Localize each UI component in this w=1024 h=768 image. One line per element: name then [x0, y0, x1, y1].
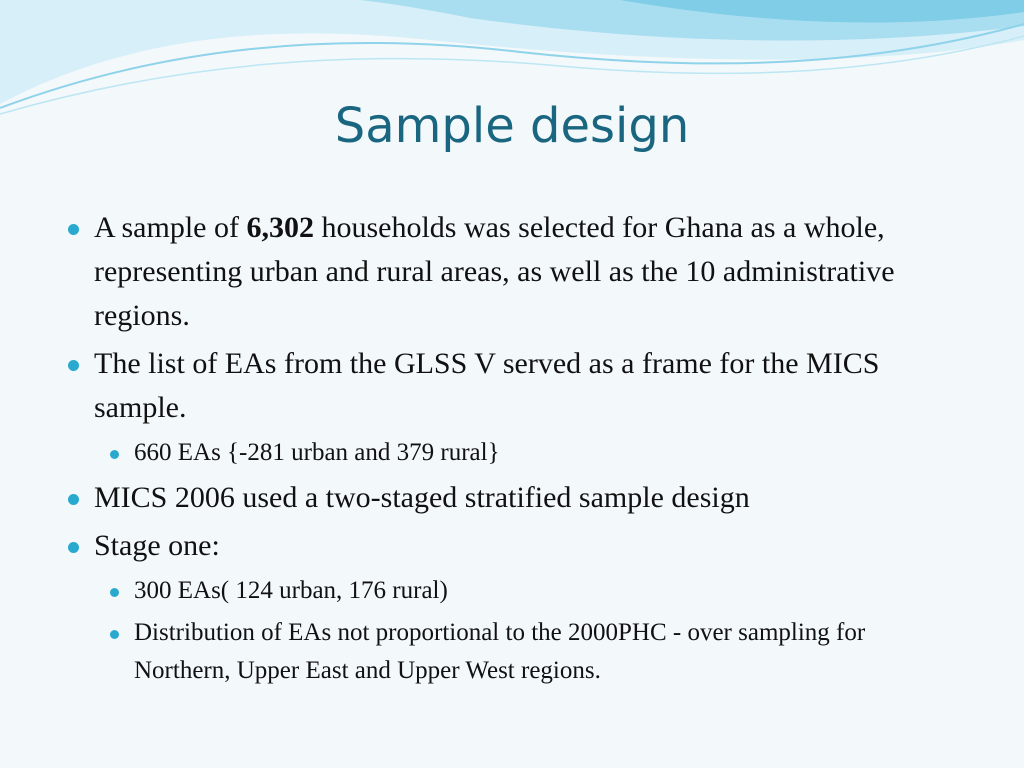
bullet-text: MICS 2006 used a two-staged stratified sample design	[94, 481, 750, 514]
bullet-stage-one	[64, 524, 964, 568]
bullet-dot-icon	[68, 542, 79, 553]
bullet-text: The list of EAs from the GLSS V served as a frame for the MICS sample.	[94, 347, 880, 424]
bullet-dot-icon	[68, 360, 79, 371]
bullet-dot-icon	[110, 588, 119, 597]
bullet-frame	[64, 342, 964, 430]
bullet-text-bold: 6,302	[246, 211, 314, 244]
bullet-text-pre: A sample of	[94, 211, 247, 244]
bullet-sample-size	[64, 206, 964, 338]
bullet-list	[64, 206, 964, 694]
bullet-design	[64, 476, 964, 520]
bullet-text: Distribution of EAs not proportional to the 2000PHC - over sampling for Northern, Upper East and Upper West regions.	[134, 619, 866, 684]
bullet-text-post: households was selected for Ghana as a whole, representing urban and rural areas, as well as the 10 administrative regions.	[94, 211, 895, 332]
bullet-dot-icon	[110, 630, 119, 639]
bullet-dot-icon	[68, 224, 79, 235]
slide-title: Sample design	[334, 98, 690, 154]
sub-bullet-300-eas	[64, 572, 964, 610]
sub-bullet-eas	[64, 434, 964, 472]
bullet-dot-icon	[110, 450, 119, 459]
bullet-text: 660 EAs {-281 urban and 379 rural}	[134, 439, 500, 466]
bullet-text: Stage one:	[94, 529, 220, 562]
bullet-text: 300 EAs( 124 urban, 176 rural)	[134, 577, 448, 604]
bullet-dot-icon	[68, 494, 79, 505]
sub-bullet-distribution	[64, 614, 964, 690]
